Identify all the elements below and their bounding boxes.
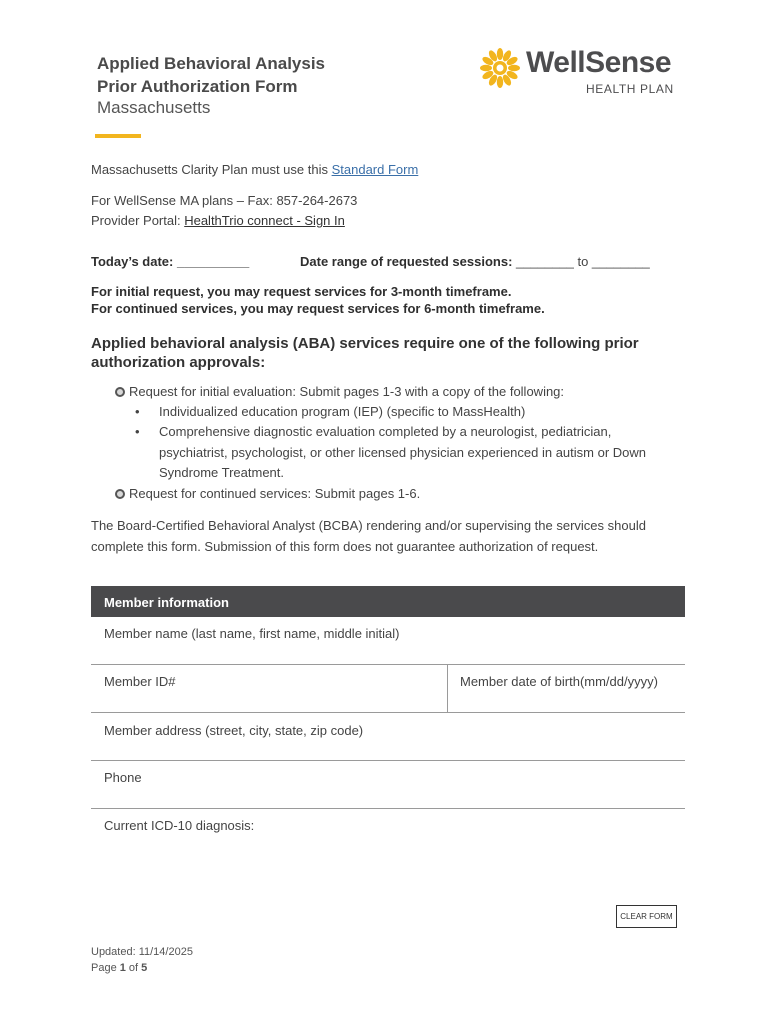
member-info-header: Member information bbox=[91, 586, 685, 617]
updated-date: Updated: 11/14/2025 bbox=[91, 946, 193, 958]
form-title bbox=[97, 52, 325, 98]
timeframe-continued: For continued services, you may request services for 6-month timeframe. bbox=[91, 301, 545, 316]
sun-burst-icon bbox=[478, 46, 522, 90]
logo-wordmark: WellSense bbox=[526, 46, 672, 79]
timeframe-initial: For initial request, you may request services for 3-month timeframe. bbox=[91, 284, 512, 299]
wellsense-logo bbox=[478, 44, 688, 100]
member-name-label: Member name (last name, first name, middle initial) bbox=[104, 626, 400, 641]
fax-line: For WellSense MA plans – Fax: 857-264-2673 bbox=[91, 193, 358, 208]
phone-label: Phone bbox=[104, 770, 142, 785]
radio-initial[interactable] bbox=[115, 387, 125, 397]
icd10-input[interactable] bbox=[91, 809, 685, 899]
title-line-2: Prior Authorization Form bbox=[97, 77, 298, 96]
page-prefix: Page bbox=[91, 962, 120, 974]
healthtrio-link[interactable]: HealthTrio connect - Sign In bbox=[184, 213, 345, 228]
bullet-iep: Individualized education program (IEP) (specific to MassHealth) bbox=[159, 404, 526, 419]
title-line-1: Applied Behavioral Analysis bbox=[97, 54, 325, 73]
date-range-label: Date range of requested sessions: bbox=[300, 254, 513, 269]
accent-bar bbox=[95, 134, 141, 138]
portal-label: Provider Portal: bbox=[91, 213, 185, 228]
member-address-input[interactable] bbox=[91, 713, 685, 760]
member-dob-input[interactable] bbox=[448, 665, 685, 712]
member-id-label: Member ID# bbox=[104, 674, 176, 689]
clarity-text: Massachusetts Clarity Plan must use this bbox=[91, 162, 332, 177]
form-subtitle: Massachusetts bbox=[97, 98, 211, 117]
list-item: • Individualized education program (IEP) (specific to MassHealth) bbox=[135, 402, 680, 423]
bullet-diagnostic: Comprehensive diagnostic evaluation completed by a neurologist, pediatrician, psychiatrist, psychologist, or other licensed physician experienced in autism or Down Syndrome Treatment. bbox=[159, 424, 647, 480]
continued-services-label: Request for continued services: Submit pages 1-6. bbox=[129, 486, 421, 501]
list-item: • Comprehensive diagnostic evaluation completed by a neurologist, pediatrician, psychiatrist, psychologist, or other licensed physician experienced in autism or Down Syndrome Treatment. bbox=[135, 422, 680, 484]
todays-date-field[interactable]: Today’s date: __________ bbox=[91, 254, 250, 269]
member-id-input[interactable] bbox=[91, 665, 447, 712]
clarity-plan-note bbox=[91, 162, 418, 177]
icd10-label: Current ICD-10 diagnosis: bbox=[104, 818, 255, 833]
continued-services-option[interactable] bbox=[115, 486, 420, 501]
portal-line bbox=[91, 213, 345, 228]
phone-input[interactable] bbox=[91, 761, 685, 808]
page-number bbox=[91, 962, 147, 974]
clear-form-button[interactable]: CLEAR FORM bbox=[616, 905, 677, 928]
date-range-field[interactable] bbox=[300, 254, 650, 269]
member-address-label: Member address (street, city, state, zip code) bbox=[104, 723, 364, 738]
member-dob-label: Member date of birth(mm/dd/yyyy) bbox=[460, 674, 658, 689]
bcba-note: The Board-Certified Behavioral Analyst (BCBA) rendering and/or supervising the services should complete this form. Submission of this form does not guarantee authorization of request. bbox=[91, 518, 646, 554]
page-current: 1 bbox=[119, 962, 126, 974]
page-total: 5 bbox=[141, 962, 148, 974]
logo-subtitle: HEALTH PLAN bbox=[586, 82, 674, 96]
initial-evaluation-option[interactable] bbox=[115, 384, 564, 399]
page-of: of bbox=[125, 962, 142, 974]
member-name-input[interactable] bbox=[91, 617, 685, 664]
aba-heading: Applied behavioral analysis (ABA) services require one of the following prior authorization approvals: bbox=[91, 335, 639, 371]
standard-form-link[interactable]: Standard Form bbox=[331, 162, 419, 177]
date-range-blanks[interactable]: ________ to ________ bbox=[516, 254, 650, 269]
radio-continued[interactable] bbox=[115, 489, 125, 499]
initial-evaluation-label: Request for initial evaluation: Submit pages 1-3 with a copy of the following: bbox=[129, 384, 565, 399]
